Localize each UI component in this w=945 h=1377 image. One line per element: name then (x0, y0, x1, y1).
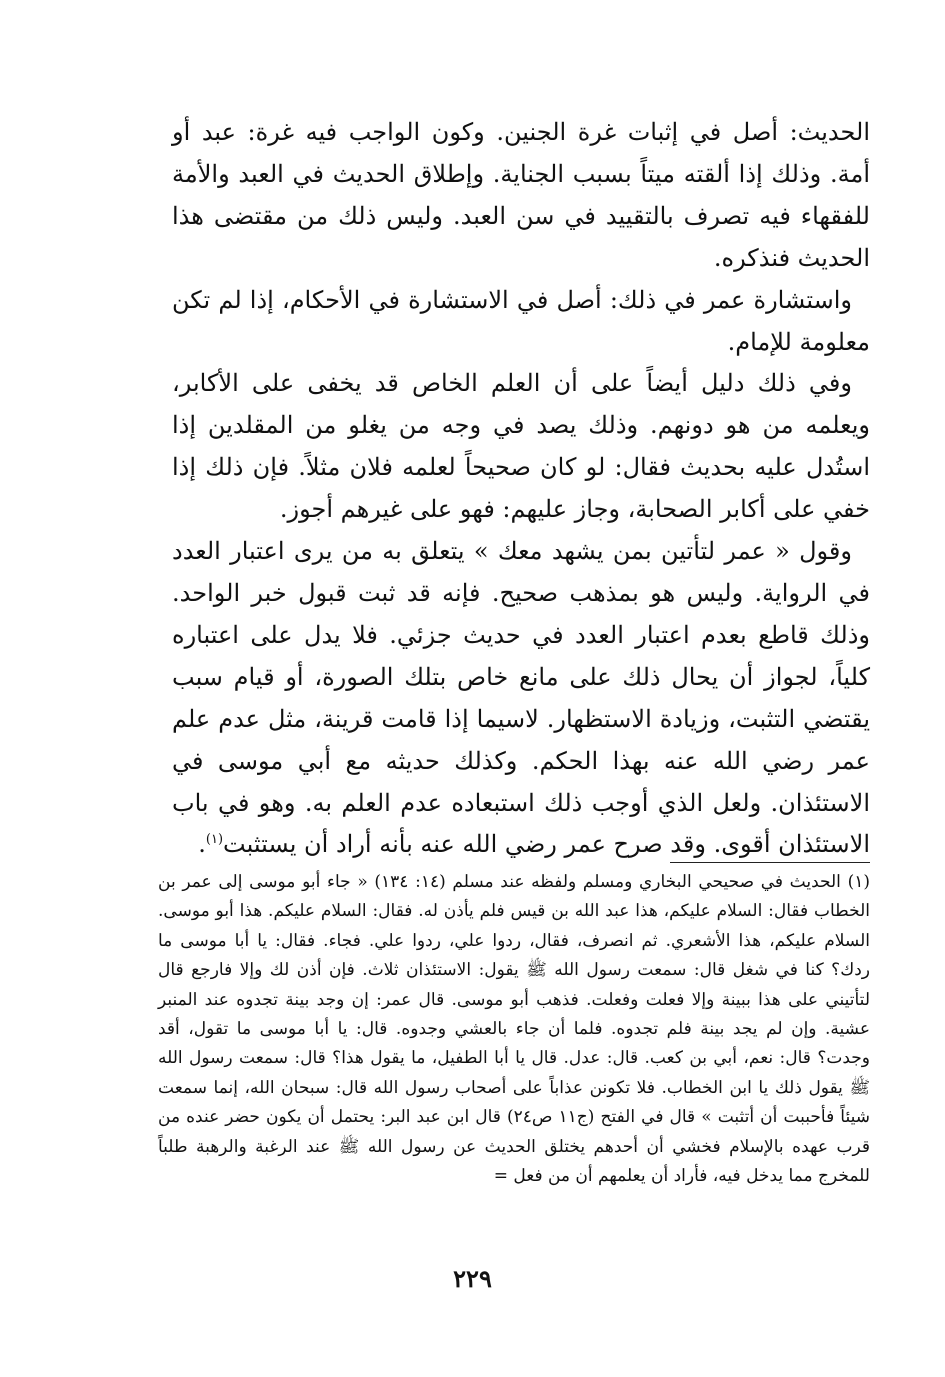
paragraph-witness-text: وقول « عمر لتأتين بمن يشهد معك » يتعلق به من يرى اعتبار العدد في الرواية. وليس هو بمذهب صحيح. فإنه قد ثبت قبول خبر الواحد. وذلك قاطع بعدم اعتبار العدد في حديث جزئي. فلا يدل على اعتباره كلياً، لجواز أن يحال ذلك على مانع خاص بتلك الصورة، أو قيام سبب يقتضي التثبت، وزيادة الاستظهار. لاسيما إذا قامت قرينة، مثل عدم علم عمر رضي الله عنه بهذا الحكم. وكذلك حديثه مع أبي موسى في الاستئذان. ولعل الذي أوجب ذلك استبعاده عدم العلم به. وهو في باب الاستئذان أقوى. وقد صرح عمر رضي الله عنه بأنه أراد أن يستثبت (172, 537, 871, 859)
footnote-divider (670, 862, 870, 863)
main-text (172, 112, 870, 866)
paragraph-elders: وفي ذلك دليل أيضاً على أن العلم الخاص قد يخفى على الأكابر، ويعلمه من هو دونهم. وذلك يصد في وجه من يغلو من المقلدين إذا استُدل عليه بحديث فقال: لو كان صحيحاً لعلمه فلان مثلاً. فإن ذلك إذا خفي على أكابر الصحابة، وجاز عليهم: فهو على غيرهم أجوز. (172, 369, 870, 524)
paragraph-gurra: الحديث: أصل في إثبات غرة الجنين. وكون الواجب فيه غرة: عبد أو أمة. وذلك إذا ألقته ميتاً بسبب الجناية. وإطلاق الحديث في العبد والأمة للفقهاء فيه تصرف بالتقييد في سن العبد. وليس ذلك من مقتضى هذا الحديث فنذكره. (172, 118, 871, 272)
page-number: ٢٢٩ (453, 1264, 492, 1293)
footnote-reference: (١) (205, 832, 224, 848)
footnote-1: (١) الحديث في صحيحي البخاري ومسلم ولفظه عند مسلم (١٤: ١٣٤) « جاء أبو موسى إلى عمر بن الخطاب فقال: السلام عليكم، هذا عبد الله بن قيس فلم يأذن له. فقال: السلام عليكم. هذا أبو موسى. السلام عليكم، هذا الأشعري. ثم انصرف، فقال، ردوا علي، ردوا علي. فجاء. فقال: يا أبا موسى ما ردك؟ كنا في شغل قال: سمعت رسول الله ﷺ يقول: الاستئذان ثلاث. فإن أذن لك وإلا فارجع قال لتأتيني على هذا ببينة وإلا فعلت وفعلت. فذهب أبو موسى. قال عمر: إن وجد بينة تجدوه عند المنبر عشية. وإن لم يجد بينة فلم تجدوه. فلما أن جاء بالعشي وجدوه. قال: يا أبا موسى ما تقول، أقد وجدت؟ قال: نعم، أبي بن كعب. قال: عدل. قال يا أبا الطفيل، ما يقول هذا؟ قال: سمعت رسول الله ﷺ يقول ذلك يا ابن الخطاب. فلا تكونن عذاباً على أصحاب رسول الله قال: سبحان الله، إنما سمعت شيئاً فأحببت أن أتثبت » قال في الفتح (ج١١ ص٢٤) قال ابن عبد البر: يحتمل أن يكون حضر عنده من قرب عهده بالإسلام فخشي أن أحدهم يختلق الحديث عن رسول الله ﷺ عند الرغبة والرهبة طلباً للمخرج مما يدخل فيه، فأراد أن يعلمهم أن من فعل = (158, 872, 870, 1187)
paragraph-consultation: واستشارة عمر في ذلك: أصل في الاستشارة في الأحكام، إذا لم تكن معلومة للإمام. (172, 285, 870, 356)
footnotes (158, 868, 870, 1191)
paragraph-end-mark: . (198, 830, 206, 859)
paragraph-witness (172, 531, 870, 866)
